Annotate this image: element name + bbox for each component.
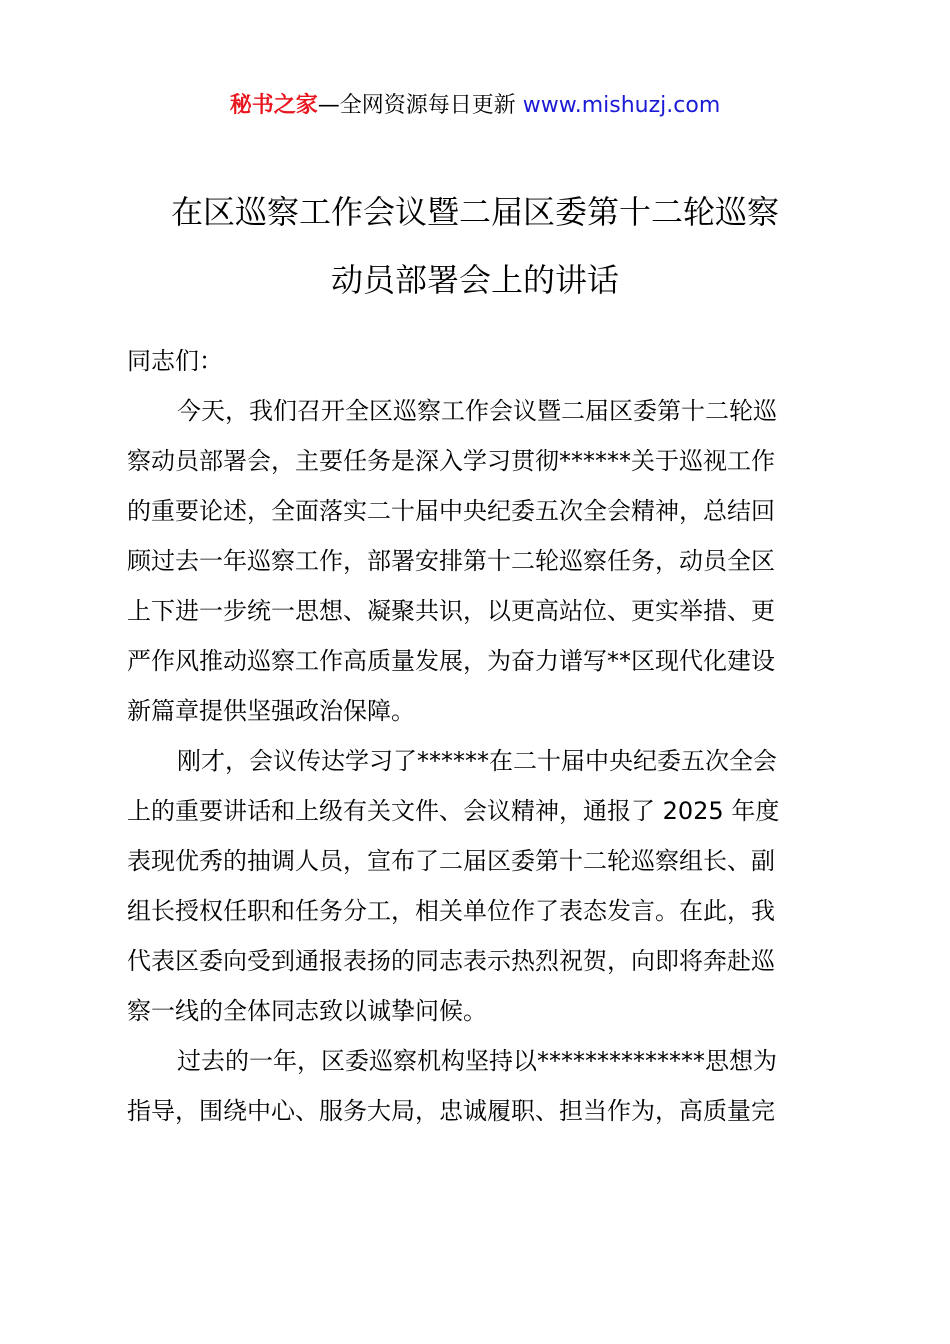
paragraph-3-line: 指导，围绕中心、服务大局，忠诚履职、担当作为，高质量完 — [127, 1097, 775, 1125]
paragraph-2-line: 表现优秀的抽调人员，宣布了二届区委第十二轮巡察组长、副 — [127, 847, 775, 875]
document-title — [70, 178, 880, 314]
paragraph-2-line: 组长授权任职和任务分工，相关单位作了表态发言。在此，我 — [127, 897, 775, 925]
paragraph-1-line: 新篇章提供坚强政治保障。 — [127, 697, 415, 725]
title-line-1: 在区巡察工作会议暨二届区委第十二轮巡察 — [170, 193, 779, 231]
paragraph-1-line: 严作风推动巡察工作高质量发展，为奋力谱写**区现代化建设 — [127, 647, 775, 675]
salutation: 同志们： — [127, 347, 223, 375]
paragraph-2-line: 代表区委向受到通报表扬的同志表示热烈祝贺，向即将奔赴巡 — [127, 947, 775, 975]
site-tagline: —全网资源每日更新 — [317, 93, 523, 118]
paragraph-1-line: 顾过去一年巡察工作，部署安排第十二轮巡察任务，动员全区 — [127, 547, 775, 575]
title-line-2: 动员部署会上的讲话 — [330, 261, 619, 299]
paragraph-1-line: 上下进一步统一思想、凝聚共识，以更高站位、更实举措、更 — [127, 597, 775, 625]
site-url[interactable]: www.mishuzj.com — [522, 93, 721, 118]
site-header — [0, 86, 950, 126]
document-body — [127, 336, 837, 1136]
paragraph-1-line: 今天，我们召开全区巡察工作会议暨二届区委第十二轮巡 — [177, 397, 777, 425]
paragraph-2-line: 上的重要讲话和上级有关文件、会议精神，通报了 2025 年度 — [127, 797, 780, 825]
paragraph-1-line: 察动员部署会，主要任务是深入学习贯彻******关于巡视工作 — [127, 447, 775, 475]
paragraph-2-line: 刚才，会议传达学习了******在二十届中央纪委五次全会 — [177, 747, 777, 775]
paragraph-2-line: 察一线的全体同志致以诚挚问候。 — [127, 997, 487, 1025]
paragraph-3-line: 过去的一年，区委巡察机构坚持以**************思想为 — [177, 1047, 777, 1075]
site-brand: 秘书之家 — [229, 93, 318, 118]
paragraph-1-line: 的重要论述，全面落实二十届中央纪委五次全会精神，总结回 — [127, 497, 775, 525]
